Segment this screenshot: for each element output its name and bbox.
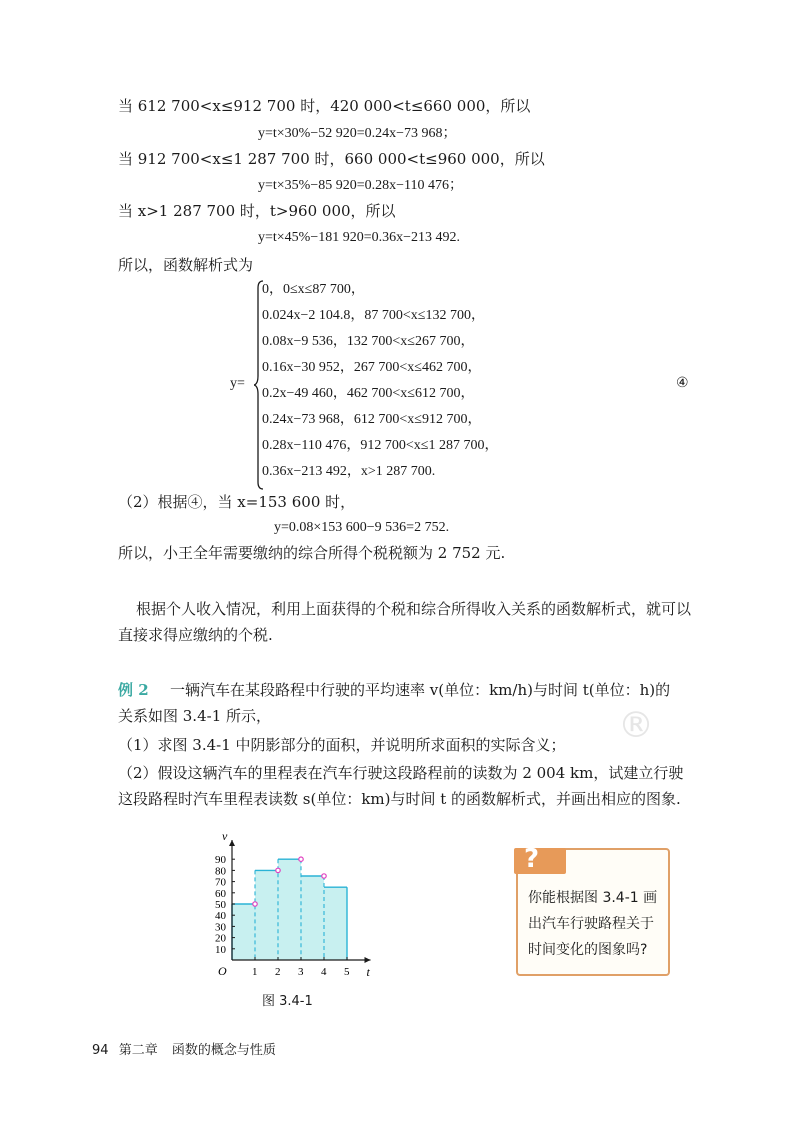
question-2-line-2: 这段路程时汽车里程表读数 s(单位：km)与时间 t 的函数解析式，并画出相应的图象. bbox=[118, 790, 681, 808]
x-tick-label: 1 bbox=[252, 966, 258, 978]
question-mark-icon: ? bbox=[524, 844, 540, 874]
x-tick-label: 3 bbox=[298, 966, 304, 978]
example-line-2: 关系如图 3.4-1 所示， bbox=[118, 707, 272, 725]
open-endpoint bbox=[276, 868, 280, 872]
piecewise-lhs: y= bbox=[230, 376, 245, 391]
y-tick-label: 60 bbox=[215, 887, 226, 900]
open-endpoint bbox=[299, 857, 303, 861]
page-number: 94 bbox=[92, 1043, 109, 1058]
y-tick-label: 10 bbox=[215, 943, 226, 956]
example-line-1: 一辆汽车在某段路程中行驶的平均速率 v(单位：km/h)与时间 t(单位：h)的 bbox=[170, 681, 671, 699]
bar bbox=[232, 904, 255, 960]
example-label: 例 2 bbox=[118, 681, 149, 699]
open-endpoint bbox=[253, 902, 257, 906]
part2-conclusion: 所以，小王全年需要缴纳的综合所得个税税额为 2 752 元. bbox=[118, 544, 506, 562]
y-tick-label: 80 bbox=[215, 865, 226, 878]
bar bbox=[301, 876, 324, 960]
piecewise-case: 0.24x−73 968，612 700<x≤912 700， bbox=[262, 412, 482, 427]
piecewise-case: 0.28x−110 476，912 700<x≤1 287 700， bbox=[262, 438, 499, 453]
case-formula-3: y=t×45%−181 920=0.36x−213 492. bbox=[258, 230, 461, 245]
chapter-number: 第二章 bbox=[118, 1043, 158, 1058]
question-2-line-1: （2）假设这辆汽车的里程表在汽车行驶这段路程前的读数为 2 004 km，试建立行驶 bbox=[118, 764, 684, 782]
x-axis-label: t bbox=[366, 965, 370, 979]
speed-time-chart bbox=[200, 812, 400, 987]
piecewise-case: 0.16x−30 952，267 700<x≤462 700， bbox=[262, 360, 482, 375]
y-tick-label: 40 bbox=[215, 910, 226, 923]
y-tick-label: 50 bbox=[215, 899, 226, 911]
bar bbox=[255, 870, 278, 960]
x-tick-label: 4 bbox=[321, 966, 327, 978]
thinking-tab bbox=[514, 848, 566, 874]
part2-calc: y=0.08×153 600−9 536=2 752. bbox=[274, 520, 450, 535]
y-axis-label: v bbox=[222, 829, 228, 843]
thinking-box-text: 你能根据图 3.4-1 画出汽车行驶路程关于时间变化的图象吗? bbox=[528, 890, 658, 958]
y-axis-arrow bbox=[229, 840, 235, 846]
piecewise-case: 0.2x−49 460，462 700<x≤612 700， bbox=[262, 386, 475, 401]
case-line-3: 当 x>1 287 700 时，t>960 000，所以 bbox=[118, 202, 396, 220]
bar bbox=[324, 887, 347, 960]
y-tick-label: 20 bbox=[215, 932, 226, 945]
case-line-1: 当 612 700<x≤912 700 时，420 000<t≤660 000，所以 bbox=[118, 97, 531, 115]
case-formula-2: y=t×35%−85 920=0.28x−110 476； bbox=[258, 178, 464, 193]
piecewise-case: 0.08x−9 536，132 700<x≤267 700， bbox=[262, 334, 475, 349]
x-tick-label: 5 bbox=[344, 966, 350, 978]
piecewise-case: 0.36x−213 492，x>1 287 700. bbox=[262, 464, 436, 479]
case-line-2: 当 912 700<x≤1 287 700 时，660 000<t≤960 000，所以 bbox=[118, 150, 545, 168]
case-formula-1: y=t×30%−52 920=0.24x−73 968； bbox=[258, 126, 457, 141]
equation-number: ④ bbox=[676, 376, 689, 391]
piecewise-case: 0，0≤x≤87 700， bbox=[262, 282, 365, 297]
open-endpoint bbox=[322, 874, 326, 878]
y-tick-label: 30 bbox=[215, 921, 226, 934]
remark-line-2: 直接求得应缴纳的个税. bbox=[118, 626, 273, 644]
x-axis-arrow bbox=[365, 957, 371, 963]
origin-label: O bbox=[218, 964, 227, 978]
chapter-title: 函数的概念与性质 bbox=[171, 1043, 276, 1058]
x-tick-label: 2 bbox=[275, 966, 281, 978]
y-tick-label: 70 bbox=[215, 876, 226, 889]
part2-line: （2）根据④，当 x=153 600 时， bbox=[118, 493, 356, 511]
piecewise-case: 0.024x−2 104.8，87 700<x≤132 700， bbox=[262, 308, 485, 323]
y-tick-label: 90 bbox=[215, 854, 226, 867]
chart-caption: 图 3.4-1 bbox=[262, 994, 313, 1009]
watermark: ® bbox=[618, 705, 654, 746]
piecewise-intro: 所以，函数解析式为 bbox=[118, 256, 254, 274]
question-1: （1）求图 3.4-1 中阴影部分的面积，并说明所求面积的实际含义； bbox=[118, 736, 566, 754]
remark-line-1: 根据个人收入情况，利用上面获得的个税和综合所得收入关系的函数解析式，就可以 bbox=[136, 600, 692, 618]
bar bbox=[278, 859, 301, 960]
